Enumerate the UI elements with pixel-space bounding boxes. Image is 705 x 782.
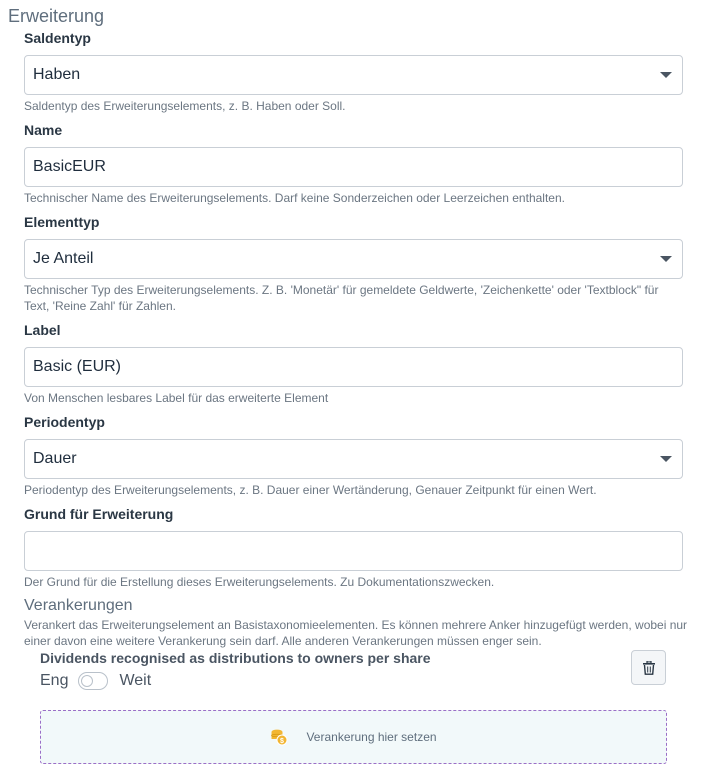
periodentyp-value: Dauer (33, 450, 77, 467)
anchor-scope-toggle-row (40, 671, 151, 691)
saldentyp-help: Saldentyp des Erweiterungselements, z. B. Haben oder Soll. (24, 99, 346, 113)
elementtyp-select[interactable] (24, 239, 683, 279)
field-grund (24, 505, 683, 590)
coins-icon (270, 728, 288, 746)
elementtyp-value: Je Anteil (33, 250, 94, 267)
chevron-down-icon (660, 72, 672, 78)
name-input[interactable] (24, 147, 683, 187)
toggle-knob (81, 675, 93, 687)
dropzone-label: Verankerung hier setzen (306, 730, 437, 744)
label-input[interactable] (24, 347, 683, 387)
field-periodentyp (24, 413, 683, 498)
grund-input[interactable] (24, 531, 683, 571)
anchor-scope-toggle[interactable] (78, 672, 108, 690)
chevron-down-icon (660, 456, 672, 462)
name-help: Technischer Name des Erweiterungselements. Darf keine Sonderzeichen oder Leerzeichen enthalten. (24, 191, 565, 205)
saldentyp-label: Saldentyp (24, 30, 91, 46)
anchors-title: Verankerungen (24, 597, 133, 614)
svg-text:$: $ (280, 738, 285, 745)
periodentyp-select[interactable] (24, 439, 683, 479)
periodentyp-help: Periodentyp des Erweiterungselements, z. B. Dauer einer Wertänderung, Genauer Zeitpunkt für einen Wert. (24, 483, 597, 497)
label-label: Label (24, 322, 61, 338)
anchor-dropzone[interactable] (40, 710, 667, 764)
periodentyp-label: Periodentyp (24, 414, 105, 430)
delete-anchor-button[interactable] (631, 650, 666, 685)
saldentyp-value: Haben (33, 66, 81, 83)
anchor-item-name: Dividends recognised as distributions to owners per share (40, 650, 431, 666)
toggle-right-label: Weit (119, 672, 152, 689)
saldentyp-select[interactable] (24, 55, 683, 95)
field-saldentyp (24, 29, 683, 114)
label-help: Von Menschen lesbares Label für das erweiterte Element (24, 391, 329, 405)
trash-icon (643, 661, 655, 675)
name-label: Name (24, 122, 63, 138)
grund-label: Grund für Erweiterung (24, 506, 174, 522)
section-title: Erweiterung (8, 6, 105, 26)
grund-help: Der Grund für die Erstellung dieses Erweiterungselements. Zu Dokumentationszwecken. (24, 575, 495, 589)
field-elementtyp (24, 213, 683, 314)
elementtyp-label: Elementtyp (24, 214, 100, 230)
elementtyp-help: Technischer Typ des Erweiterungselements. Z. B. 'Monetär' für gemeldete Geldwerte, 'Zeichenkette' oder 'Textblock" für Text, 'Reine Zahl' für Zahlen. (24, 283, 659, 313)
field-label (24, 321, 683, 406)
chevron-down-icon (660, 256, 672, 262)
anchors-description: Verankert das Erweiterungselement an Basistaxonomieelementen. Es können mehrere Anker hinzugefügt werden, wobei nur einer davon eine weitere Verankerung sein darf. Alle anderen Verankerungen müssen enger sein. (24, 618, 688, 648)
toggle-left-label: Eng (40, 672, 69, 689)
field-name (24, 121, 683, 206)
